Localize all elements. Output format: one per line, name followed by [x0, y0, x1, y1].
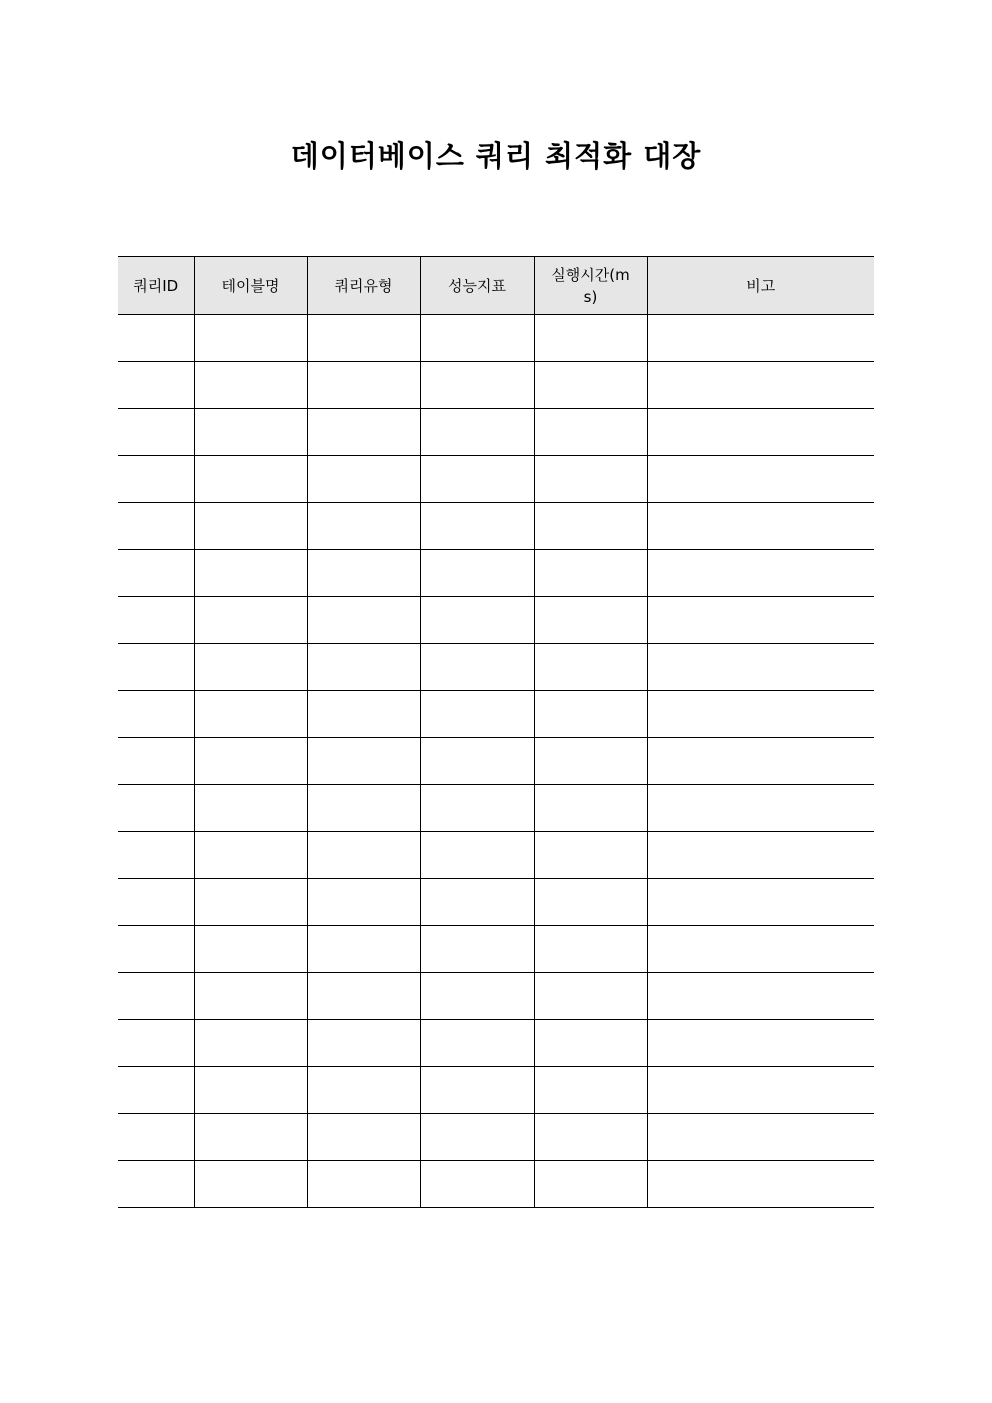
cell-execution-time[interactable] — [534, 691, 647, 738]
cell-performance-metric[interactable] — [420, 315, 534, 362]
cell-table-name[interactable] — [194, 503, 307, 550]
cell-query-id[interactable] — [118, 973, 194, 1020]
cell-performance-metric[interactable] — [420, 362, 534, 409]
table-row — [118, 1161, 874, 1208]
cell-execution-time[interactable] — [534, 1067, 647, 1114]
cell-remarks[interactable] — [647, 1020, 874, 1067]
table-row — [118, 409, 874, 456]
cell-query-id[interactable] — [118, 785, 194, 832]
cell-query-id[interactable] — [118, 362, 194, 409]
table-row — [118, 362, 874, 409]
cell-remarks[interactable] — [647, 926, 874, 973]
cell-query-id[interactable] — [118, 644, 194, 691]
header-table-name: 테이블명 — [194, 257, 307, 315]
document-title: 데이터베이스 쿼리 최적화 대장 — [290, 139, 702, 173]
cell-query-type[interactable] — [307, 973, 420, 1020]
cell-query-type[interactable] — [307, 1114, 420, 1161]
cell-execution-time[interactable] — [534, 973, 647, 1020]
cell-table-name[interactable] — [194, 409, 307, 456]
table-row — [118, 597, 874, 644]
cell-remarks[interactable] — [647, 409, 874, 456]
cell-execution-time[interactable] — [534, 738, 647, 785]
cell-remarks[interactable] — [647, 315, 874, 362]
query-ledger-table — [118, 256, 874, 1208]
cell-execution-time[interactable] — [534, 644, 647, 691]
table-row — [118, 1067, 874, 1114]
cell-query-type[interactable] — [307, 1020, 420, 1067]
cell-remarks[interactable] — [647, 738, 874, 785]
cell-performance-metric[interactable] — [420, 597, 534, 644]
cell-performance-metric[interactable] — [420, 456, 534, 503]
cell-query-id[interactable] — [118, 1067, 194, 1114]
cell-execution-time[interactable] — [534, 926, 647, 973]
cell-execution-time[interactable] — [534, 409, 647, 456]
cell-execution-time[interactable] — [534, 832, 647, 879]
cell-execution-time[interactable] — [534, 456, 647, 503]
cell-query-id[interactable] — [118, 456, 194, 503]
cell-execution-time[interactable] — [534, 503, 647, 550]
cell-performance-metric[interactable] — [420, 1114, 534, 1161]
cell-table-name[interactable] — [194, 456, 307, 503]
cell-table-name[interactable] — [194, 785, 307, 832]
cell-query-type[interactable] — [307, 879, 420, 926]
cell-query-type[interactable] — [307, 315, 420, 362]
cell-performance-metric[interactable] — [420, 1020, 534, 1067]
cell-table-name[interactable] — [194, 362, 307, 409]
cell-query-id[interactable] — [118, 1114, 194, 1161]
table-row — [118, 1114, 874, 1161]
cell-query-id[interactable] — [118, 597, 194, 644]
cell-remarks[interactable] — [647, 1161, 874, 1208]
table-row — [118, 1020, 874, 1067]
table-row — [118, 926, 874, 973]
cell-remarks[interactable] — [647, 597, 874, 644]
cell-performance-metric[interactable] — [420, 973, 534, 1020]
cell-table-name[interactable] — [194, 1114, 307, 1161]
cell-table-name[interactable] — [194, 832, 307, 879]
header-remarks: 비고 — [647, 257, 874, 315]
cell-query-type[interactable] — [307, 503, 420, 550]
cell-execution-time[interactable] — [534, 315, 647, 362]
cell-query-id[interactable] — [118, 691, 194, 738]
cell-performance-metric[interactable] — [420, 738, 534, 785]
cell-table-name[interactable] — [194, 738, 307, 785]
cell-table-name[interactable] — [194, 550, 307, 597]
table-row — [118, 550, 874, 597]
cell-query-type[interactable] — [307, 832, 420, 879]
cell-remarks[interactable] — [647, 1114, 874, 1161]
cell-performance-metric[interactable] — [420, 409, 534, 456]
cell-table-name[interactable] — [194, 1067, 307, 1114]
cell-query-id[interactable] — [118, 738, 194, 785]
cell-query-id[interactable] — [118, 1161, 194, 1208]
cell-remarks[interactable] — [647, 456, 874, 503]
cell-query-id[interactable] — [118, 503, 194, 550]
cell-execution-time[interactable] — [534, 362, 647, 409]
cell-remarks[interactable] — [647, 691, 874, 738]
cell-query-id[interactable] — [118, 832, 194, 879]
cell-table-name[interactable] — [194, 597, 307, 644]
cell-remarks[interactable] — [647, 879, 874, 926]
cell-performance-metric[interactable] — [420, 926, 534, 973]
cell-remarks[interactable] — [647, 973, 874, 1020]
header-query-id: 쿼리ID — [118, 257, 194, 315]
cell-remarks[interactable] — [647, 362, 874, 409]
cell-query-id[interactable] — [118, 409, 194, 456]
cell-table-name[interactable] — [194, 691, 307, 738]
table-row — [118, 315, 874, 362]
cell-query-type[interactable] — [307, 926, 420, 973]
cell-performance-metric[interactable] — [420, 832, 534, 879]
cell-table-name[interactable] — [194, 973, 307, 1020]
cell-query-id[interactable] — [118, 550, 194, 597]
cell-table-name[interactable] — [194, 1161, 307, 1208]
cell-query-id[interactable] — [118, 315, 194, 362]
table-row — [118, 503, 874, 550]
cell-performance-metric[interactable] — [420, 1161, 534, 1208]
cell-remarks[interactable] — [647, 1067, 874, 1114]
cell-performance-metric[interactable] — [420, 644, 534, 691]
cell-query-id[interactable] — [118, 879, 194, 926]
table-row — [118, 456, 874, 503]
cell-remarks[interactable] — [647, 550, 874, 597]
table-row — [118, 691, 874, 738]
cell-query-type[interactable] — [307, 691, 420, 738]
cell-query-id[interactable] — [118, 1020, 194, 1067]
cell-query-type[interactable] — [307, 1161, 420, 1208]
cell-performance-metric[interactable] — [420, 691, 534, 738]
cell-remarks[interactable] — [647, 644, 874, 691]
cell-table-name[interactable] — [194, 315, 307, 362]
cell-execution-time[interactable] — [534, 785, 647, 832]
cell-table-name[interactable] — [194, 879, 307, 926]
cell-execution-time[interactable] — [534, 1161, 647, 1208]
cell-remarks[interactable] — [647, 785, 874, 832]
cell-execution-time[interactable] — [534, 597, 647, 644]
cell-table-name[interactable] — [194, 644, 307, 691]
header-row — [118, 257, 874, 315]
cell-table-name[interactable] — [194, 1020, 307, 1067]
table-row — [118, 879, 874, 926]
table-row — [118, 738, 874, 785]
cell-performance-metric[interactable] — [420, 785, 534, 832]
cell-execution-time[interactable] — [534, 550, 647, 597]
cell-query-type[interactable] — [307, 644, 420, 691]
header-execution-time: 실행시간(ms) — [534, 257, 647, 315]
cell-query-type[interactable] — [307, 1067, 420, 1114]
cell-performance-metric[interactable] — [420, 879, 534, 926]
cell-performance-metric[interactable] — [420, 1067, 534, 1114]
cell-query-type[interactable] — [307, 550, 420, 597]
cell-query-id[interactable] — [118, 926, 194, 973]
cell-performance-metric[interactable] — [420, 503, 534, 550]
table-row — [118, 644, 874, 691]
table-body — [118, 315, 874, 1208]
table-row — [118, 785, 874, 832]
cell-query-type[interactable] — [307, 362, 420, 409]
cell-query-type[interactable] — [307, 456, 420, 503]
table-row — [118, 832, 874, 879]
header-query-type: 쿼리유형 — [307, 257, 420, 315]
cell-remarks[interactable] — [647, 832, 874, 879]
cell-execution-time[interactable] — [534, 879, 647, 926]
table-row — [118, 973, 874, 1020]
cell-execution-time[interactable] — [534, 1020, 647, 1067]
cell-query-type[interactable] — [307, 409, 420, 456]
cell-table-name[interactable] — [194, 926, 307, 973]
cell-query-type[interactable] — [307, 597, 420, 644]
cell-query-type[interactable] — [307, 738, 420, 785]
cell-execution-time[interactable] — [534, 1114, 647, 1161]
cell-remarks[interactable] — [647, 503, 874, 550]
header-performance-metric: 성능지표 — [420, 257, 534, 315]
cell-performance-metric[interactable] — [420, 550, 534, 597]
cell-query-type[interactable] — [307, 785, 420, 832]
